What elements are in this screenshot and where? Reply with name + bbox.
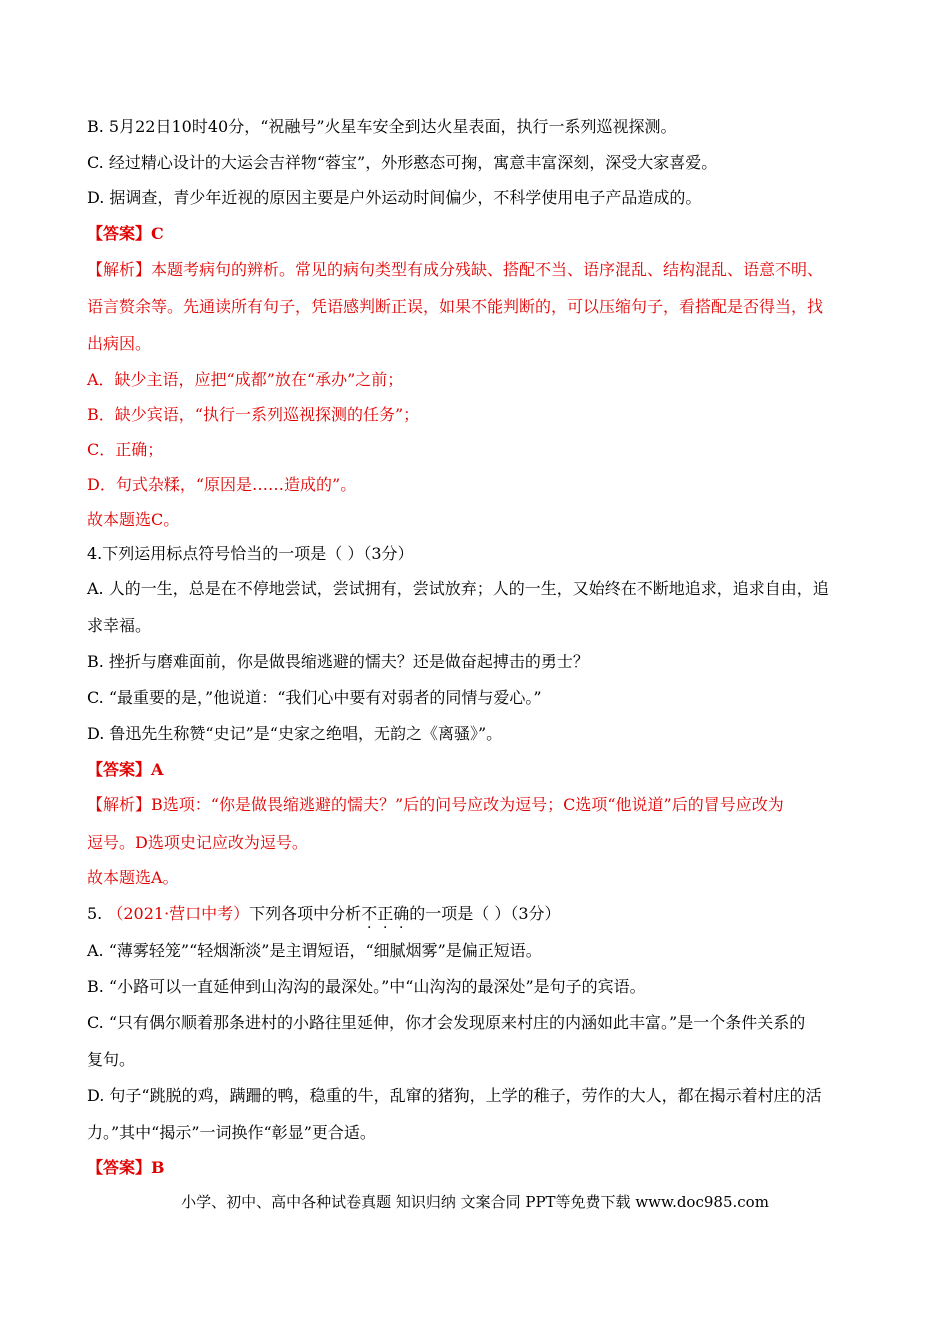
option-c-line: C. 经过精心设计的大运会吉祥物“蓉宝”，外形憨态可掬，寓意丰富深刻，深受大家喜爱。 bbox=[87, 153, 718, 172]
answer-q4: 【答案】A bbox=[87, 760, 164, 779]
q5-emphasis-char: 正 bbox=[377, 904, 394, 923]
analysis-q3-b: B．缺少宾语，“执行一系列巡视探测的任务”； bbox=[87, 405, 420, 424]
q5-option-a: A. “薄雾轻笼”“轻烟渐淡”是主谓短语，“细腻烟雾”是偏正短语。 bbox=[87, 941, 542, 960]
q4-option-a-line2: 求幸福。 bbox=[87, 616, 152, 635]
analysis-q3-line2: 语言赘余等。先通读所有句子，凭语感判断正误，如果不能判断的，可以压缩句子，看搭配是否得当，找 bbox=[87, 297, 824, 316]
question-5 bbox=[87, 904, 561, 924]
q5-option-c-line1: C. “只有偶尔顺着那条进村的小路往里延伸，你才会发现原来村庄的内涵如此丰富。”是一个条件关系的 bbox=[87, 1013, 806, 1032]
q5-option-c-line2: 复句。 bbox=[87, 1050, 136, 1069]
analysis-q3-a: A．缺少主语，应把“成都”放在“承办”之前； bbox=[87, 370, 404, 389]
q5-number: 5. bbox=[87, 904, 108, 923]
q5-option-b: B. “小路可以一直延伸到山沟沟的最深处。”中“山沟沟的最深处”是句子的宾语。 bbox=[87, 977, 646, 996]
analysis-q3-line3: 出病因。 bbox=[87, 334, 152, 353]
analysis-q3-d: D．句式杂糅，“原因是……造成的”。 bbox=[87, 475, 357, 494]
q5-option-d-line1: D. 句子“跳脱的鸡，蹒跚的鸭，稳重的牛，乱窜的猪狗，上学的稚子，劳作的大人，都在揭示着村庄的活 bbox=[87, 1086, 822, 1105]
conclusion-q3: 故本题选C。 bbox=[87, 510, 180, 529]
conclusion-q4: 故本题选A。 bbox=[87, 868, 179, 887]
q5-emphasis-char: 不 bbox=[361, 904, 378, 923]
analysis-q3-c: C．正确； bbox=[87, 440, 164, 459]
q4-option-c: C. “最重要的是，”他说道：“我们心中要有对弱者的同情与爱心。” bbox=[87, 688, 542, 707]
question-4: 4.下列运用标点符号恰当的一项是（ ）（3分） bbox=[87, 544, 414, 563]
analysis-q3-line1: 【解析】本题考病句的辨析。常见的病句类型有成分残缺、搭配不当、语序混乱、结构混乱、语意不明、 bbox=[87, 260, 824, 279]
answer-q5: 【答案】B bbox=[87, 1158, 165, 1177]
option-b-line: B. 5月22日10时40分，“祝融号”火星车安全到达火星表面，执行一系列巡视探测。 bbox=[87, 117, 677, 136]
analysis-q4-line1: 【解析】B选项：“你是做畏缩逃避的懦夫？”后的问号应改为逗号；C选项“他说道”后的冒号应改为 bbox=[87, 795, 784, 814]
q5-option-d-line2: 力。”其中“揭示”一词换作“彰显”更合适。 bbox=[87, 1123, 376, 1142]
analysis-q4-line2: 逗号。D选项史记应改为逗号。 bbox=[87, 833, 308, 852]
q5-source: （2021·营口中考） bbox=[107, 904, 250, 923]
q4-option-b: B. 挫折与磨难面前，你是做畏缩逃避的懦夫？还是做奋起搏击的勇士？ bbox=[87, 652, 589, 671]
q5-text-pre: 下列各项中分析 bbox=[249, 904, 362, 923]
q4-option-a-line1: A. 人的一生，总是在不停地尝试，尝试拥有，尝试放弃；人的一生，又始终在不断地追求，追求自由，追 bbox=[87, 579, 829, 598]
q5-emphasis-char: 确 bbox=[393, 904, 410, 923]
q4-option-d: D. 鲁迅先生称赞“史记”是“史家之绝唱，无韵之《离骚》”。 bbox=[87, 724, 503, 743]
answer-q3: 【答案】C bbox=[87, 224, 164, 243]
option-d-line: D. 据调查，青少年近视的原因主要是户外运动时间偏少，不科学使用电子产品造成的。 bbox=[87, 188, 702, 207]
q5-text-post: 的一项是（ ）（3分） bbox=[409, 904, 561, 923]
page-footer: 小学、初中、高中各种试卷真题 知识归纳 文案合同 PPT等免费下载 www.doc985.com bbox=[181, 1193, 769, 1211]
